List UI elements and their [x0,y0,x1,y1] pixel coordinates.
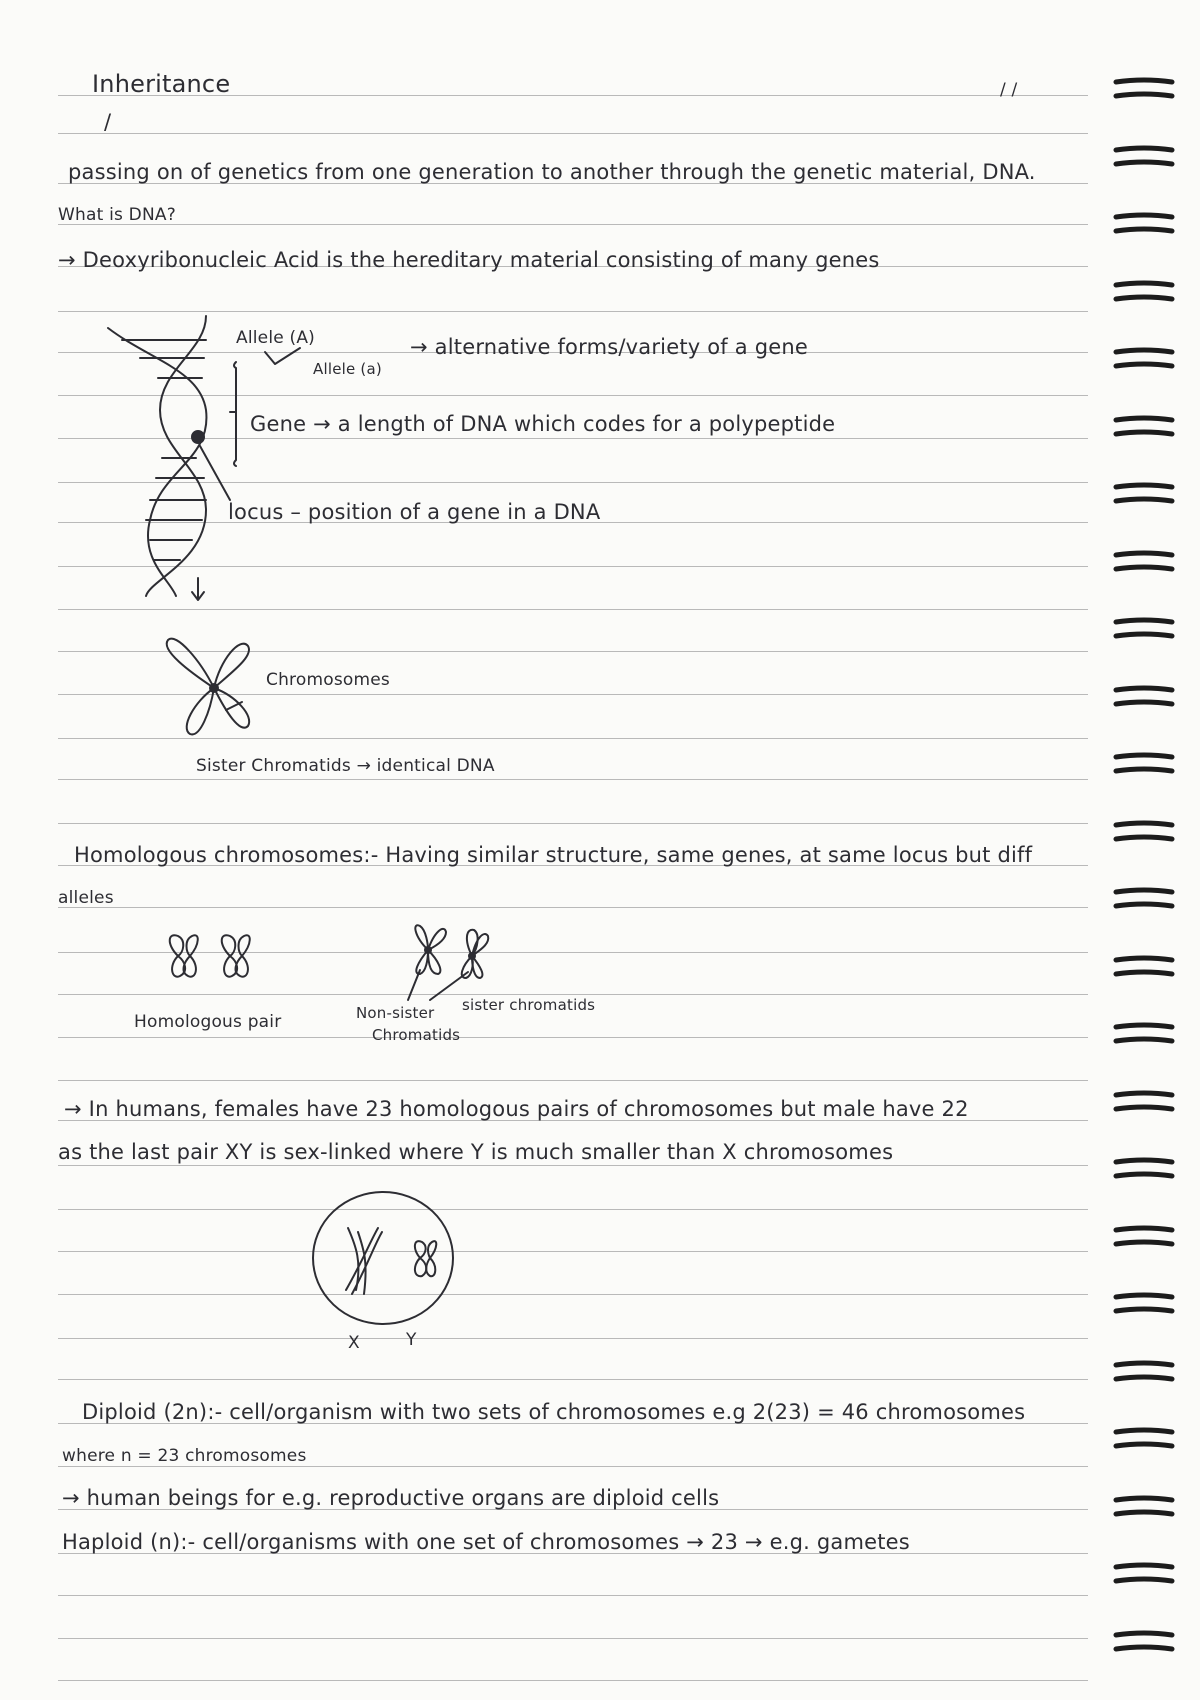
inheritance-definition: passing on of genetics from one generation to another through the genetic material, DNA. [68,160,1036,184]
humans-line2: as the last pair XY is sex-linked where Y is much smaller than X chromosomes [58,1140,894,1164]
homologous-pair-label: Homologous pair [134,1012,282,1032]
gene-definition: Gene → a length of DNA which codes for a polypeptide [250,412,836,436]
y-label: Y [406,1330,417,1350]
dna-question: What is DNA? [58,205,176,225]
allele-a-label: Allele (a) [313,360,382,378]
sister-chromatids-label: Sister Chromatids → identical DNA [196,756,495,776]
x-label: X [348,1333,360,1353]
diploid-n-value: where n = 23 chromosomes [62,1446,307,1466]
chromosomes-label: Chromosomes [266,670,390,690]
allele-A-label: Allele (A) [236,328,316,348]
locus-definition: locus – position of a gene in a DNA [228,500,601,524]
non-sister-label-2: Chromatids [372,1026,461,1044]
sister-chromatids-label-2: sister chromatids [462,996,596,1014]
haploid-definition: Haploid (n):- cell/organisms with one set of chromosomes → 23 → e.g. gametes [62,1530,910,1554]
page-title: Inheritance [92,70,231,98]
allele-definition: → alternative forms/variety of a gene [410,335,809,359]
non-sister-label-1: Non-sister [356,1004,435,1022]
dna-answer: → Deoxyribonucleic Acid is the hereditary material consisting of many genes [58,248,880,272]
homologous-definition-line1: Homologous chromosomes:- Having similar structure, same genes, at same locus but diff [74,843,1033,867]
diploid-definition: Diploid (2n):- cell/organism with two sets of chromosomes e.g 2(23) = 46 chromosomes [82,1400,1026,1424]
title-mark: / [104,110,112,134]
humans-line1: → In humans, females have 23 homologous pairs of chromosomes but male have 22 [64,1097,969,1121]
homologous-definition-line2: alleles [58,888,114,908]
date-mark: / / [1000,80,1018,100]
human-diploid-example: → human beings for e.g. reproductive organs are diploid cells [62,1486,720,1510]
